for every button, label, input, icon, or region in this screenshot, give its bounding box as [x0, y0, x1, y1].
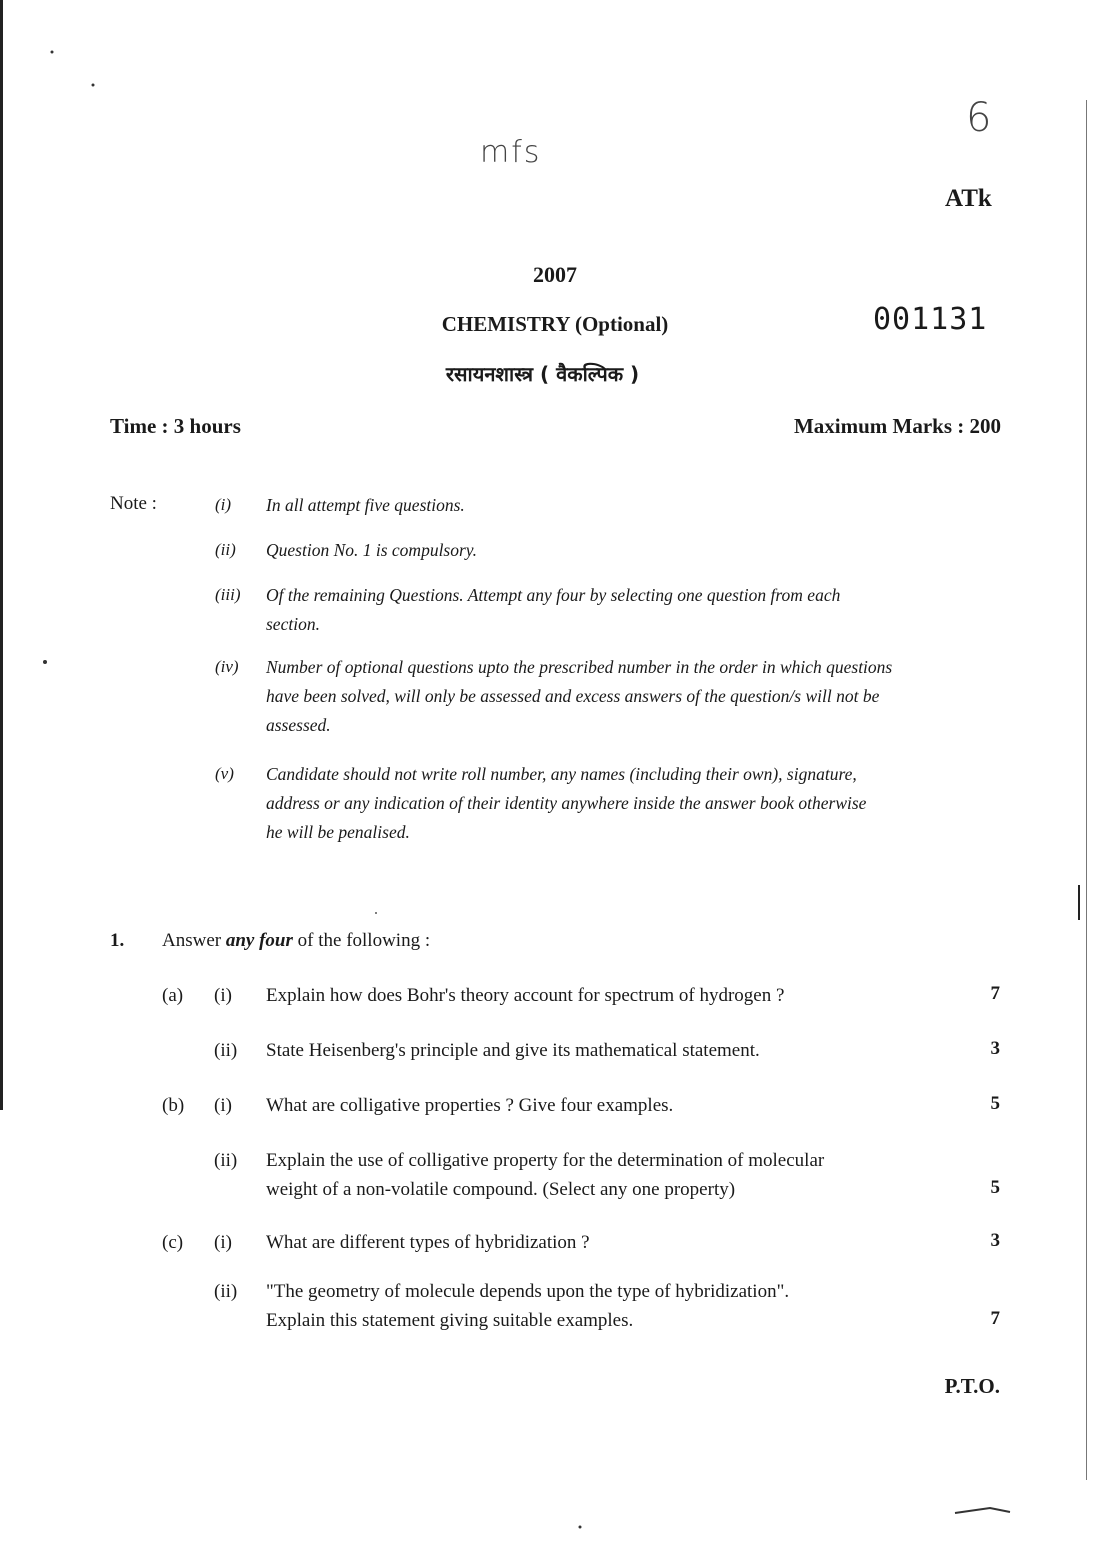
- part-label: (a): [162, 985, 184, 1006]
- note-label: Note :: [110, 493, 157, 514]
- note-number: (i): [215, 495, 232, 514]
- subpart-label: (ii): [214, 1150, 238, 1171]
- marks: 5: [990, 1177, 1000, 1198]
- series-code: ATk: [945, 185, 992, 212]
- note-text: Candidate should not write roll number, any names (including their own), signature, address or any indication of their identity anywhere inside the answer book otherwise he will be penalised.: [266, 764, 867, 842]
- handwritten-number: 6: [966, 95, 992, 141]
- marks: 7: [990, 1308, 1000, 1329]
- time-label: Time : 3 hours: [110, 414, 241, 438]
- subpart-label: (i): [214, 1232, 232, 1253]
- question-text: "The geometry of molecule depends upon the type of hybridization". Explain this statement giving suitable examples.: [266, 1281, 790, 1331]
- pto-label: P.T.O.: [944, 1374, 1000, 1398]
- question-text: State Heisenberg's principle and give its mathematical statement.: [266, 1040, 760, 1061]
- question-text: What are colligative properties ? Give four examples.: [266, 1095, 674, 1116]
- note-number: (v): [215, 764, 234, 783]
- subpart-label: (ii): [214, 1040, 238, 1061]
- note-number: (iv): [215, 657, 239, 676]
- handwritten-initials: mfs: [480, 135, 542, 170]
- subject-hindi: रसायनशास्त्र ( वैकल्पिक ): [445, 362, 640, 386]
- subject-english: CHEMISTRY (Optional): [441, 312, 669, 336]
- note-text: Number of optional questions upto the prescribed number in the order in which questions have been solved, will only be assessed and excess answers of the question/s will not be assessed.: [266, 657, 893, 735]
- part-label: (b): [162, 1095, 185, 1116]
- marks: 5: [990, 1093, 1000, 1114]
- subpart-label: (i): [214, 1095, 232, 1116]
- subpart-label: (i): [214, 985, 232, 1006]
- note-text: Question No. 1 is compulsory.: [266, 540, 477, 560]
- note-text: In all attempt five questions.: [266, 495, 465, 515]
- instruction-suffix: of the following :: [292, 930, 431, 951]
- part-label: (c): [162, 1232, 184, 1253]
- marks: 3: [990, 1230, 1000, 1251]
- exam-year: 2007: [533, 262, 577, 287]
- instruction-prefix: Answer: [162, 930, 226, 951]
- question-text: Explain how does Bohr's theory account for spectrum of hydrogen ?: [266, 985, 785, 1006]
- note-number: (ii): [215, 540, 236, 559]
- marks: 7: [990, 983, 1000, 1004]
- question-text: Explain the use of colligative property for the determination of molecular weight of a non-volatile compound. (Select any one property): [266, 1150, 825, 1200]
- max-marks-label: Maximum Marks : 200: [793, 414, 1001, 438]
- instruction-emphasis: any four: [225, 930, 293, 951]
- question-text: What are different types of hybridization ?: [266, 1232, 590, 1253]
- note-number: (iii): [215, 585, 241, 604]
- note-text: Of the remaining Questions. Attempt any four by selecting one question from each section.: [266, 585, 841, 634]
- marks: 3: [990, 1038, 1000, 1059]
- subpart-label: (ii): [214, 1281, 238, 1302]
- serial-number: 001131: [873, 302, 988, 337]
- question-number: 1.: [110, 930, 125, 951]
